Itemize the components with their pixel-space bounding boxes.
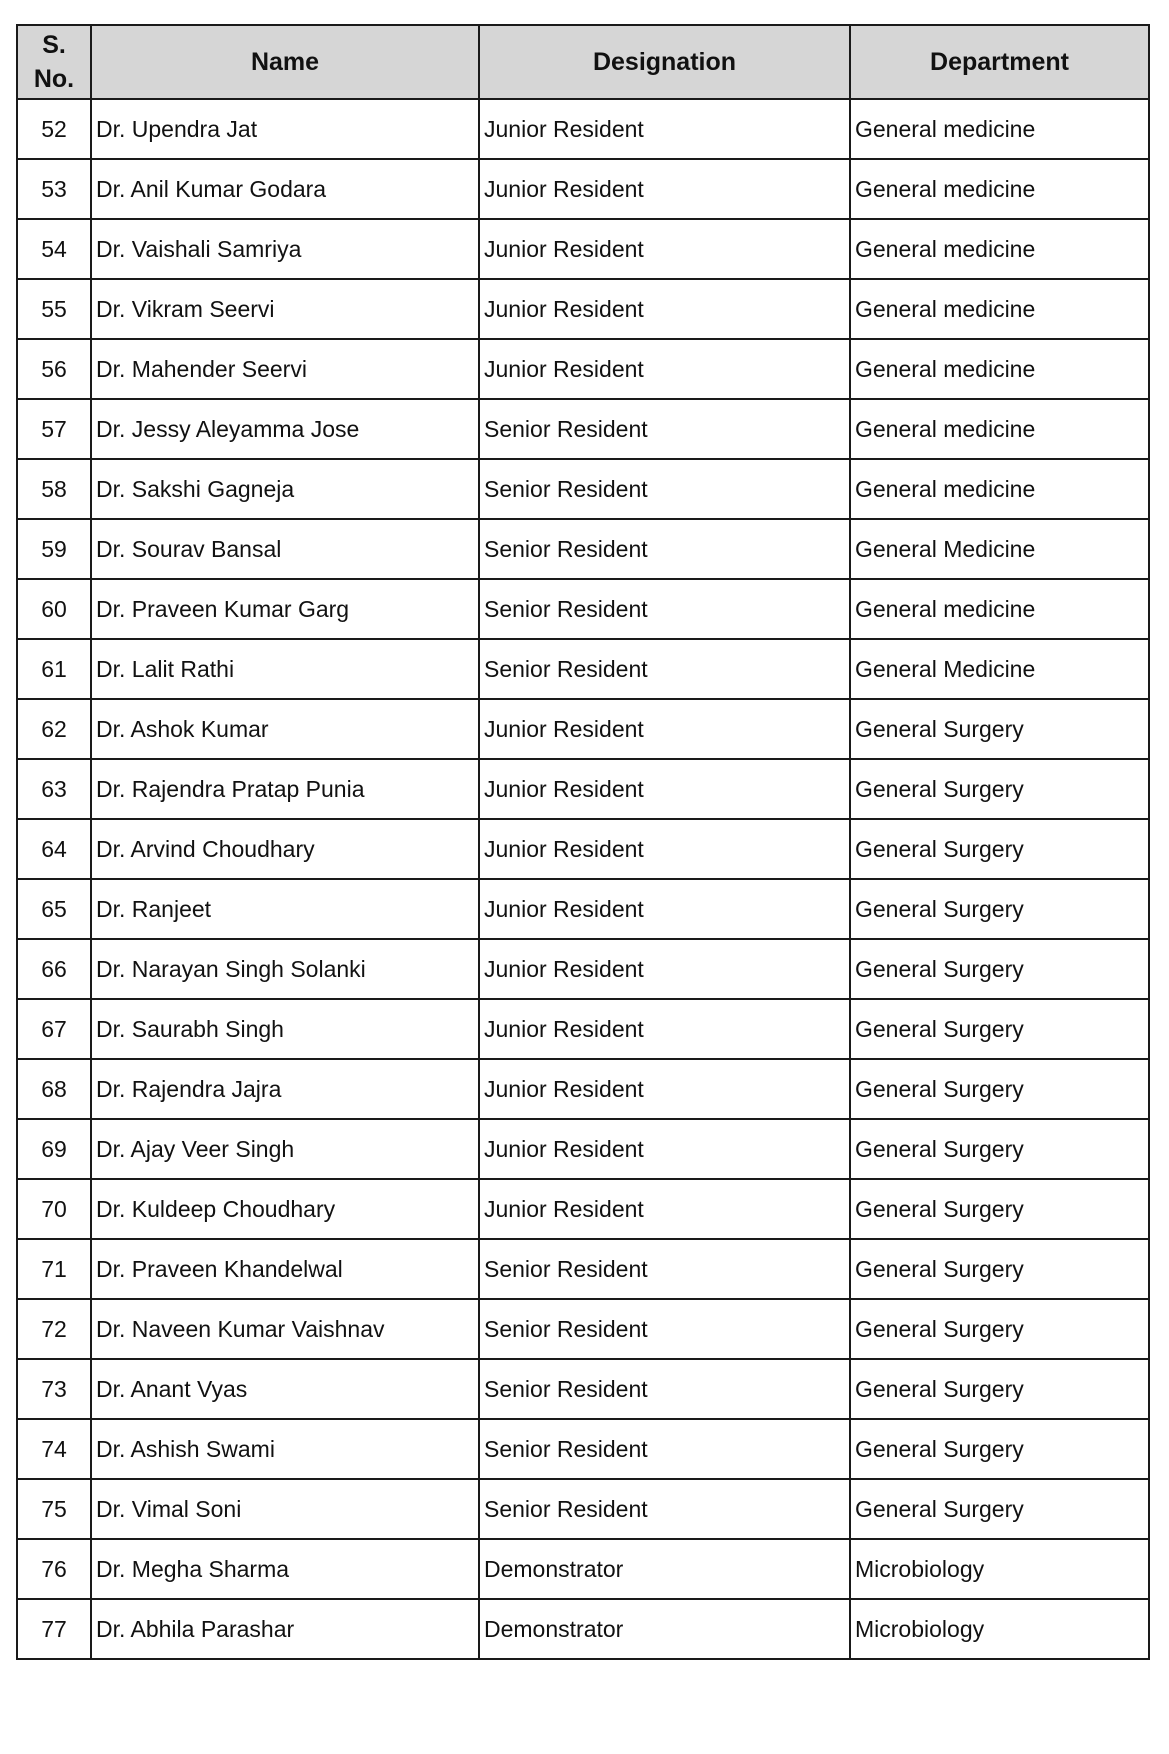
table-row <box>17 939 1149 999</box>
cell-sno: 63 <box>17 759 91 819</box>
table-row <box>17 1479 1149 1539</box>
cell-department: General Surgery <box>850 1059 1149 1119</box>
cell-department: General Surgery <box>850 1479 1149 1539</box>
cell-sno: 62 <box>17 699 91 759</box>
cell-name: Dr. Ajay Veer Singh <box>91 1119 479 1179</box>
cell-sno: 77 <box>17 1599 91 1659</box>
table-row <box>17 279 1149 339</box>
cell-sno: 53 <box>17 159 91 219</box>
cell-sno: 68 <box>17 1059 91 1119</box>
cell-name: Dr. Kuldeep Choudhary <box>91 1179 479 1239</box>
cell-sno: 66 <box>17 939 91 999</box>
header-sno-line2: No. <box>33 65 75 93</box>
cell-name: Dr. Arvind Choudhary <box>91 819 479 879</box>
cell-name: Dr. Sakshi Gagneja <box>91 459 479 519</box>
cell-department: General Surgery <box>850 1119 1149 1179</box>
cell-designation: Senior Resident <box>479 519 850 579</box>
cell-designation: Junior Resident <box>479 339 850 399</box>
cell-designation: Junior Resident <box>479 1179 850 1239</box>
table-row <box>17 159 1149 219</box>
cell-designation: Senior Resident <box>479 1359 850 1419</box>
cell-department: General Surgery <box>850 1299 1149 1359</box>
table-row <box>17 1539 1149 1599</box>
table-row <box>17 999 1149 1059</box>
cell-sno: 64 <box>17 819 91 879</box>
cell-designation: Junior Resident <box>479 1059 850 1119</box>
cell-department: General medicine <box>850 159 1149 219</box>
cell-department: General Surgery <box>850 1179 1149 1239</box>
cell-department: General medicine <box>850 339 1149 399</box>
cell-sno: 69 <box>17 1119 91 1179</box>
cell-designation: Junior Resident <box>479 999 850 1059</box>
table-row <box>17 1059 1149 1119</box>
header-name: Name <box>91 25 479 99</box>
cell-name: Dr. Praveen Khandelwal <box>91 1239 479 1299</box>
cell-designation: Senior Resident <box>479 1299 850 1359</box>
table-row <box>17 1419 1149 1479</box>
cell-designation: Junior Resident <box>479 699 850 759</box>
cell-name: Dr. Vikram Seervi <box>91 279 479 339</box>
cell-sno: 75 <box>17 1479 91 1539</box>
cell-sno: 72 <box>17 1299 91 1359</box>
cell-department: General Medicine <box>850 519 1149 579</box>
cell-sno: 54 <box>17 219 91 279</box>
cell-sno: 70 <box>17 1179 91 1239</box>
table-row <box>17 699 1149 759</box>
table-row <box>17 399 1149 459</box>
header-sno <box>17 25 91 99</box>
cell-sno: 59 <box>17 519 91 579</box>
cell-sno: 55 <box>17 279 91 339</box>
cell-department: Microbiology <box>850 1599 1149 1659</box>
cell-department: General Surgery <box>850 1239 1149 1299</box>
cell-name: Dr. Praveen Kumar Garg <box>91 579 479 639</box>
cell-sno: 67 <box>17 999 91 1059</box>
cell-name: Dr. Saurabh Singh <box>91 999 479 1059</box>
table-header <box>17 25 1149 99</box>
cell-department: General medicine <box>850 399 1149 459</box>
cell-name: Dr. Ranjeet <box>91 879 479 939</box>
cell-designation: Junior Resident <box>479 279 850 339</box>
header-sno-line1: S. <box>42 31 66 59</box>
cell-designation: Senior Resident <box>479 579 850 639</box>
cell-sno: 61 <box>17 639 91 699</box>
cell-designation: Demonstrator <box>479 1539 850 1599</box>
cell-department: General Surgery <box>850 879 1149 939</box>
cell-name: Dr. Vaishali Samriya <box>91 219 479 279</box>
table-row <box>17 759 1149 819</box>
cell-designation: Senior Resident <box>479 639 850 699</box>
cell-designation: Senior Resident <box>479 1239 850 1299</box>
cell-designation: Senior Resident <box>479 399 850 459</box>
header-designation: Designation <box>479 25 850 99</box>
cell-name: Dr. Anant Vyas <box>91 1359 479 1419</box>
table-row <box>17 819 1149 879</box>
table-row <box>17 99 1149 159</box>
cell-department: General medicine <box>850 459 1149 519</box>
header-department: Department <box>850 25 1149 99</box>
cell-sno: 58 <box>17 459 91 519</box>
table-row <box>17 1359 1149 1419</box>
cell-designation: Senior Resident <box>479 1479 850 1539</box>
cell-name: Dr. Vimal Soni <box>91 1479 479 1539</box>
cell-name: Dr. Rajendra Jajra <box>91 1059 479 1119</box>
cell-name: Dr. Narayan Singh Solanki <box>91 939 479 999</box>
table-row <box>17 579 1149 639</box>
cell-department: Microbiology <box>850 1539 1149 1599</box>
cell-designation: Demonstrator <box>479 1599 850 1659</box>
cell-department: General Surgery <box>850 999 1149 1059</box>
table-row <box>17 1239 1149 1299</box>
cell-name: Dr. Naveen Kumar Vaishnav <box>91 1299 479 1359</box>
cell-designation: Junior Resident <box>479 879 850 939</box>
cell-name: Dr. Upendra Jat <box>91 99 479 159</box>
cell-name: Dr. Lalit Rathi <box>91 639 479 699</box>
table-row <box>17 1119 1149 1179</box>
cell-sno: 71 <box>17 1239 91 1299</box>
table-row <box>17 1179 1149 1239</box>
cell-department: General medicine <box>850 579 1149 639</box>
cell-name: Dr. Megha Sharma <box>91 1539 479 1599</box>
cell-sno: 57 <box>17 399 91 459</box>
cell-designation: Junior Resident <box>479 759 850 819</box>
cell-sno: 56 <box>17 339 91 399</box>
cell-department: General Medicine <box>850 639 1149 699</box>
cell-name: Dr. Abhila Parashar <box>91 1599 479 1659</box>
staff-table-sheet <box>16 24 1148 1660</box>
cell-name: Dr. Sourav Bansal <box>91 519 479 579</box>
cell-designation: Senior Resident <box>479 1419 850 1479</box>
cell-designation: Junior Resident <box>479 1119 850 1179</box>
cell-sno: 60 <box>17 579 91 639</box>
cell-department: General Surgery <box>850 1419 1149 1479</box>
cell-designation: Junior Resident <box>479 939 850 999</box>
table-row <box>17 339 1149 399</box>
cell-name: Dr. Mahender Seervi <box>91 339 479 399</box>
table-row <box>17 639 1149 699</box>
cell-department: General Surgery <box>850 1359 1149 1419</box>
cell-department: General medicine <box>850 99 1149 159</box>
cell-sno: 52 <box>17 99 91 159</box>
cell-name: Dr. Rajendra Pratap Punia <box>91 759 479 819</box>
cell-name: Dr. Anil Kumar Godara <box>91 159 479 219</box>
cell-department: General Surgery <box>850 759 1149 819</box>
cell-designation: Junior Resident <box>479 819 850 879</box>
table-row <box>17 519 1149 579</box>
table-row <box>17 459 1149 519</box>
cell-department: General Surgery <box>850 939 1149 999</box>
cell-designation: Junior Resident <box>479 159 850 219</box>
table-row <box>17 1599 1149 1659</box>
cell-department: General medicine <box>850 279 1149 339</box>
staff-table <box>16 24 1150 1660</box>
header-row <box>17 25 1149 99</box>
table-body <box>17 99 1149 1659</box>
cell-department: General medicine <box>850 219 1149 279</box>
table-row <box>17 219 1149 279</box>
table-row <box>17 879 1149 939</box>
cell-sno: 76 <box>17 1539 91 1599</box>
cell-department: General Surgery <box>850 819 1149 879</box>
table-row <box>17 1299 1149 1359</box>
cell-department: General Surgery <box>850 699 1149 759</box>
cell-name: Dr. Ashok Kumar <box>91 699 479 759</box>
cell-designation: Junior Resident <box>479 99 850 159</box>
cell-sno: 74 <box>17 1419 91 1479</box>
cell-designation: Senior Resident <box>479 459 850 519</box>
cell-sno: 65 <box>17 879 91 939</box>
cell-name: Dr. Ashish Swami <box>91 1419 479 1479</box>
cell-designation: Junior Resident <box>479 219 850 279</box>
cell-sno: 73 <box>17 1359 91 1419</box>
cell-name: Dr. Jessy Aleyamma Jose <box>91 399 479 459</box>
